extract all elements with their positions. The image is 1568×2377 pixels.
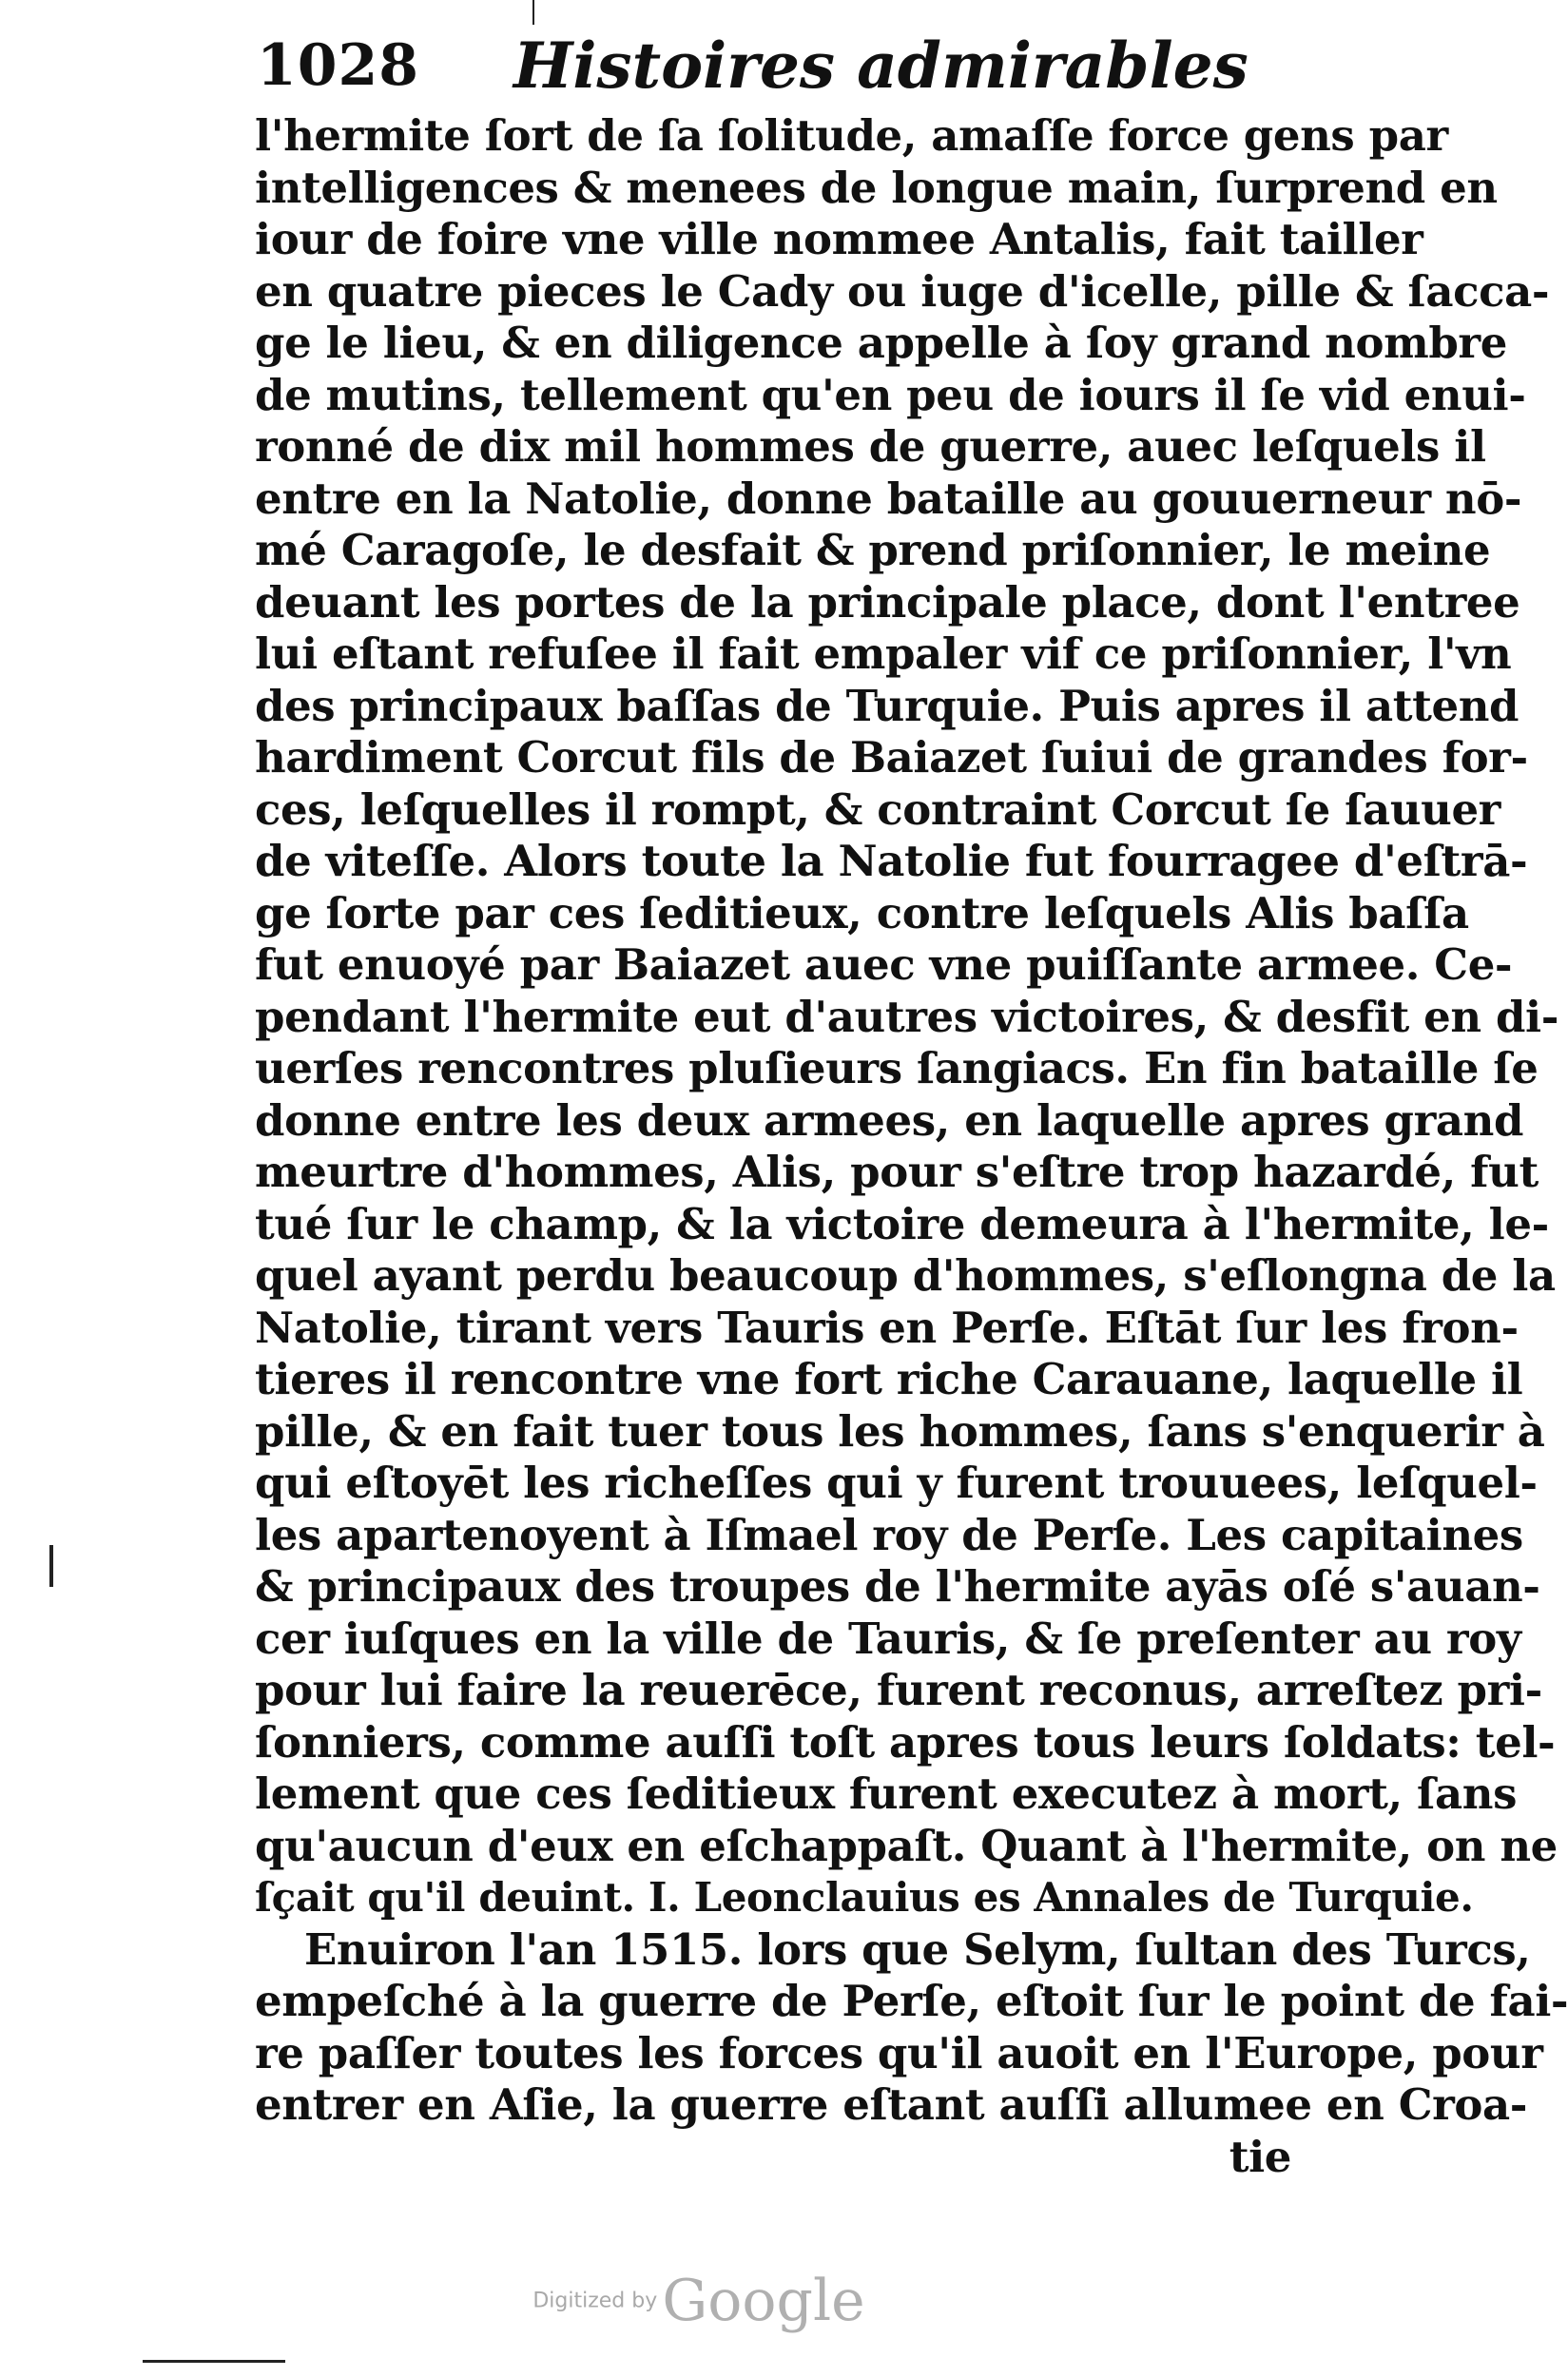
text-line: meurtre d'hommes, Alis, pour s'eſtre trop hazardé, fut — [255, 1147, 1539, 1197]
text-line: ge ſorte par ces ſeditieux, contre leſquels Alis baſſa — [255, 887, 1469, 938]
text-line: hardiment Corcut fils de Baiazet ſuiui de grandes for- — [255, 732, 1528, 783]
watermark-prefix: Digitized by — [532, 2289, 658, 2313]
text-line: intelligences & menees de longue main, ſurprend en — [255, 162, 1498, 213]
text-line-paragraph-start: Enuiron l'an 1515. lors que Selym, ſultan des Turcs, — [304, 1923, 1531, 1975]
text-line: en quatre pieces le Cady ou iuge d'icelle, pille & ſacca- — [255, 265, 1550, 317]
text-line: ſonniers, comme auſſi toſt apres tous leurs ſoldats: tel- — [255, 1716, 1556, 1768]
text-line: qu'aucun d'eux en eſchappaſt. Quant à l'hermite, on ne — [255, 1820, 1558, 1871]
margin-mark — [49, 1545, 53, 1587]
text-line: ronné de dix mil hommes de guerre, auec leſquels il — [255, 421, 1486, 472]
text-line: tieres il rencontre vne fort riche Carauane, laquelle il — [255, 1354, 1523, 1404]
text-line: des principaux baſſas de Turquie. Puis apres il attend — [255, 680, 1520, 731]
text-line: re paſſer toutes les forces qu'il auoit en l'Europe, pour — [255, 2027, 1543, 2078]
page-number: 1028 — [257, 32, 419, 99]
text-line-citation: ſçait qu'il deuint. I. Leonclauius es Annales de Turquie. — [255, 1874, 1474, 1921]
text-line: ces, leſquelles il rompt, & contraint Corcut ſe ſauuer — [255, 783, 1500, 835]
text-line: deuant les portes de la principale place, dont l'entree — [255, 576, 1520, 628]
digitization-watermark — [0, 2268, 1398, 2334]
body-text — [255, 110, 1568, 2183]
text-line: mé Caragoſe, le desfait & prend priſonnier, le meine — [255, 525, 1491, 575]
text-line: & principaux des troupes de l'hermite ayās oſé s'auan- — [255, 1561, 1540, 1612]
text-line: entre en la Natolie, donne bataille au gouuerneur nō- — [255, 473, 1522, 524]
text-line: lement que ces ſeditieux furent executez à mort, ſans — [255, 1768, 1517, 1819]
text-line: pendant l'hermite eut d'autres victoires, & desfit en di- — [255, 991, 1558, 1042]
text-line: fut enuoyé par Baiazet auec vne puiſſante armee. Ce- — [255, 939, 1513, 990]
text-line: les apartenoyent à Iſmael roy de Perſe. Les capitaines — [255, 1509, 1523, 1560]
scan-edge-rule — [143, 2360, 285, 2363]
text-line: pille, & en fait tuer tous les hommes, ſans s'enquerir à — [255, 1405, 1545, 1457]
text-line: iour de foire vne ville nommee Antalis, fait tailler — [255, 214, 1423, 264]
text-line: ge le lieu, & en diligence appelle à ſoy grand nombre — [255, 318, 1507, 368]
text-line: uerſes rencontres pluſieurs ſangiacs. En fin bataille ſe — [255, 1043, 1539, 1093]
google-logo: Google — [662, 2268, 865, 2334]
text-line: donne entre les deux armees, en laquelle apres grand — [255, 1094, 1524, 1146]
text-line: Natolie, tirant vers Tauris en Perſe. Eſtāt ſur les fron- — [255, 1302, 1519, 1353]
catchword: tie — [1229, 2131, 1291, 2182]
text-line: qui eſtoyēt les richeſſes qui y furent trouuees, leſquel- — [255, 1458, 1538, 1508]
text-line: pour lui faire la reuerēce, furent reconus, arreſtez pri- — [255, 1665, 1542, 1715]
text-line: cer iuſques en la ville de Tauris, & ſe preſenter au roy — [255, 1613, 1521, 1664]
margin-mark — [532, 0, 534, 25]
text-line: de viteſſe. Alors toute la Natolie fut fourragee d'eſtrā- — [255, 836, 1528, 886]
running-title: Histoires admirables — [513, 29, 1249, 103]
text-line: quel ayant perdu beaucoup d'hommes, s'eſlongna de la — [255, 1250, 1556, 1301]
text-line: empeſché à la guerre de Perſe, eſtoit ſur le point de fai- — [255, 1976, 1568, 2026]
text-line: de mutins, tellement qu'en peu de iours il ſe vid enui- — [255, 369, 1526, 420]
page-header — [257, 21, 1284, 106]
text-line: lui eſtant refuſee il fait empaler vif ce priſonnier, l'vn — [255, 628, 1512, 679]
text-line: entrer en Aſie, la guerre eſtant auſſi allumee en Croa- — [255, 2079, 1528, 2130]
text-line: l'hermite ſort de ſa ſolitude, amaſſe force gens par — [255, 110, 1448, 161]
text-line: tué ſur le champ, & la victoire demeura à l'hermite, le- — [255, 1198, 1549, 1249]
